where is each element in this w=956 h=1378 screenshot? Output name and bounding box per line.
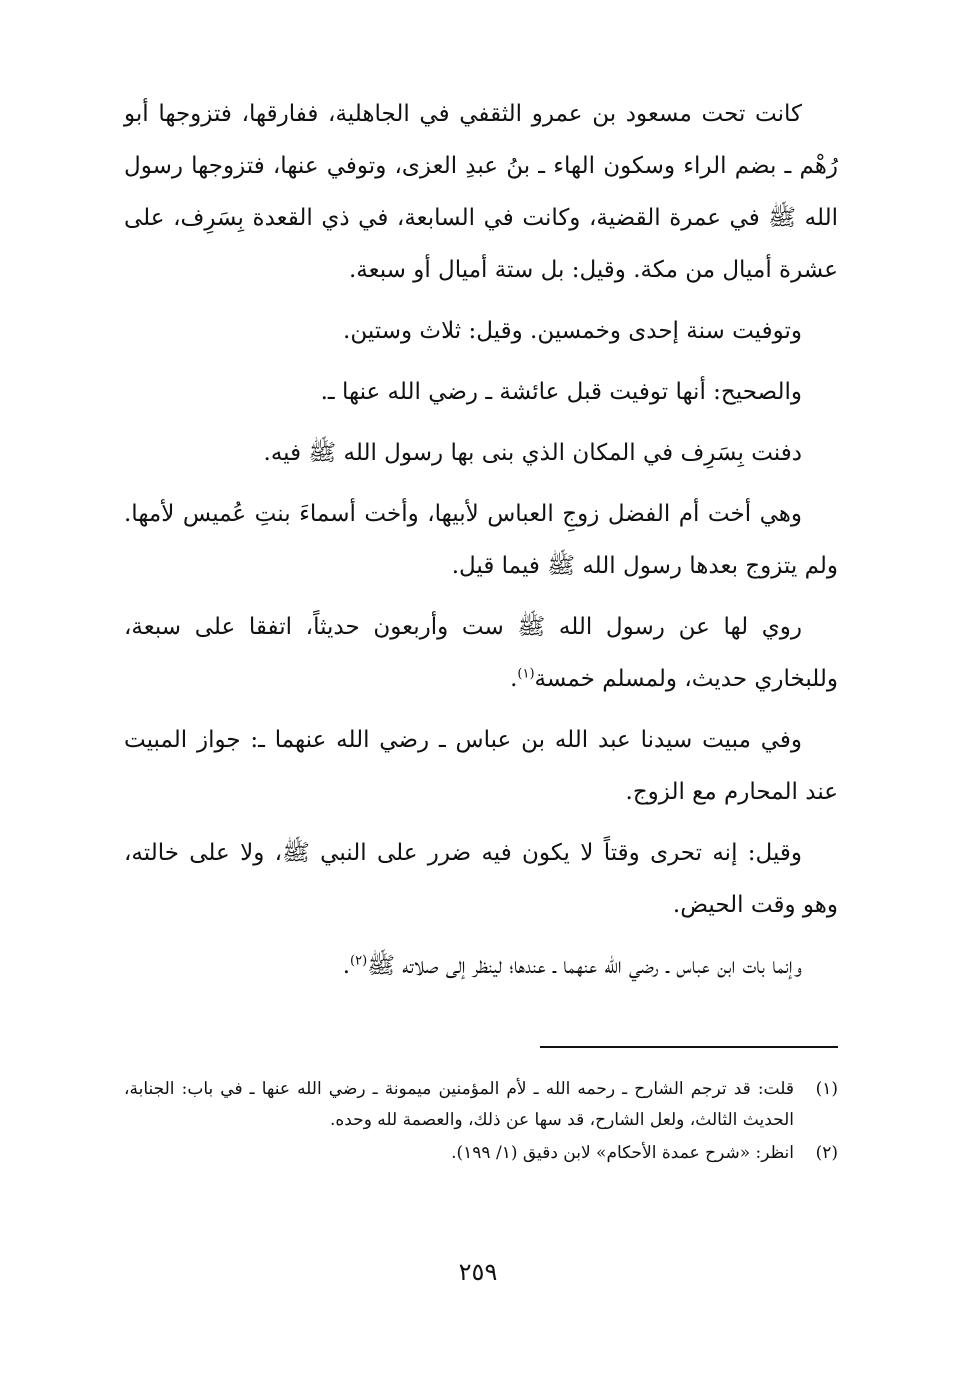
paragraph: وفي مبيت سيدنا عبد الله بن عباس ـ رضي الله عنهما ـ: جواز المبيت عند المحارم مع الزوج. [124,727,838,805]
paragraph-text: وإنما بات ابن عباس ـ رضي الله عنهما ـ عندها؛ لينظر إلى صلاته ﷺ [367,953,802,979]
footnote-number: (٢) [815,1143,838,1163]
paragraph: كانت تحت مسعود بن عمرو الثقفي في الجاهلية، ففارقها، فتزوجها أبو رُهْم ـ بضم الراء وسكون الهاء ـ بنُ عبدِ العزى، وتوفي عنها، فتزوجها رسول الله ﷺ في عمرة القضية، وكانت في السابعة، في ذي القعدة بِسَرِف، على عشرة أميال من مكة. وقيل: بل ستة أميال أو سبعة. [124,101,838,283]
main-text [124,88,838,1001]
page-number: ٢٥٩ [458,1258,498,1286]
paragraph-with-footnote-ref [124,940,838,992]
paragraph: وقيل: إنه تحرى وقتاً لا يكون فيه ضرر على النبي ﷺ، ولا على خالته، وهو وقت الحيض. [124,840,838,918]
paragraph: وتوفيت سنة إحدى وخمسين. وقيل: ثلاث وستين. [343,318,802,344]
footnote [124,1138,838,1169]
footnote-number: (١) [815,1079,838,1099]
paragraph: وهي أخت أم الفضل زوجِ العباس لأبيها، وأخت أسماءَ بنتِ عُميس لأمها. ولم يتزوج بعدها رسول الله ﷺ فيما قيل. [124,501,838,579]
paragraph-with-footnote-ref [124,601,838,705]
paragraph-text: روي لها عن رسول الله ﷺ ست وأربعون حديثاً، اتفقا على سبعة، وللبخاري حديث، ولمسلم خمسة [124,614,838,692]
footnote [124,1074,838,1136]
footnote-separator [540,1046,838,1048]
paragraph: والصحيح: أنها توفيت قبل عائشة ـ رضي الله عنها ـ. [320,379,802,405]
paragraph-end: . [510,666,518,692]
footnotes [124,1074,838,1171]
footnote-reference[interactable]: (١) [517,666,535,682]
paragraph: دفنت بِسَرِف في المكان الذي بنى بها رسول الله ﷺ فيه. [263,440,802,466]
footnote-reference[interactable]: (٢) [350,953,368,969]
footnote-text: قلت: قد ترجم الشارح ـ رحمه الله ـ لأم المؤمنين ميمونة ـ رضي الله عنها ـ في باب: الجنابة، الحديث الثالث، ولعل الشارح، قد سها عن ذلك، والعصمة لله وحده. [124,1079,794,1130]
footnote-text: انظر: «شرح عمدة الأحكام» لابن دقيق (١/ ١٩٩). [451,1143,794,1163]
paragraph-end: . [342,953,351,979]
